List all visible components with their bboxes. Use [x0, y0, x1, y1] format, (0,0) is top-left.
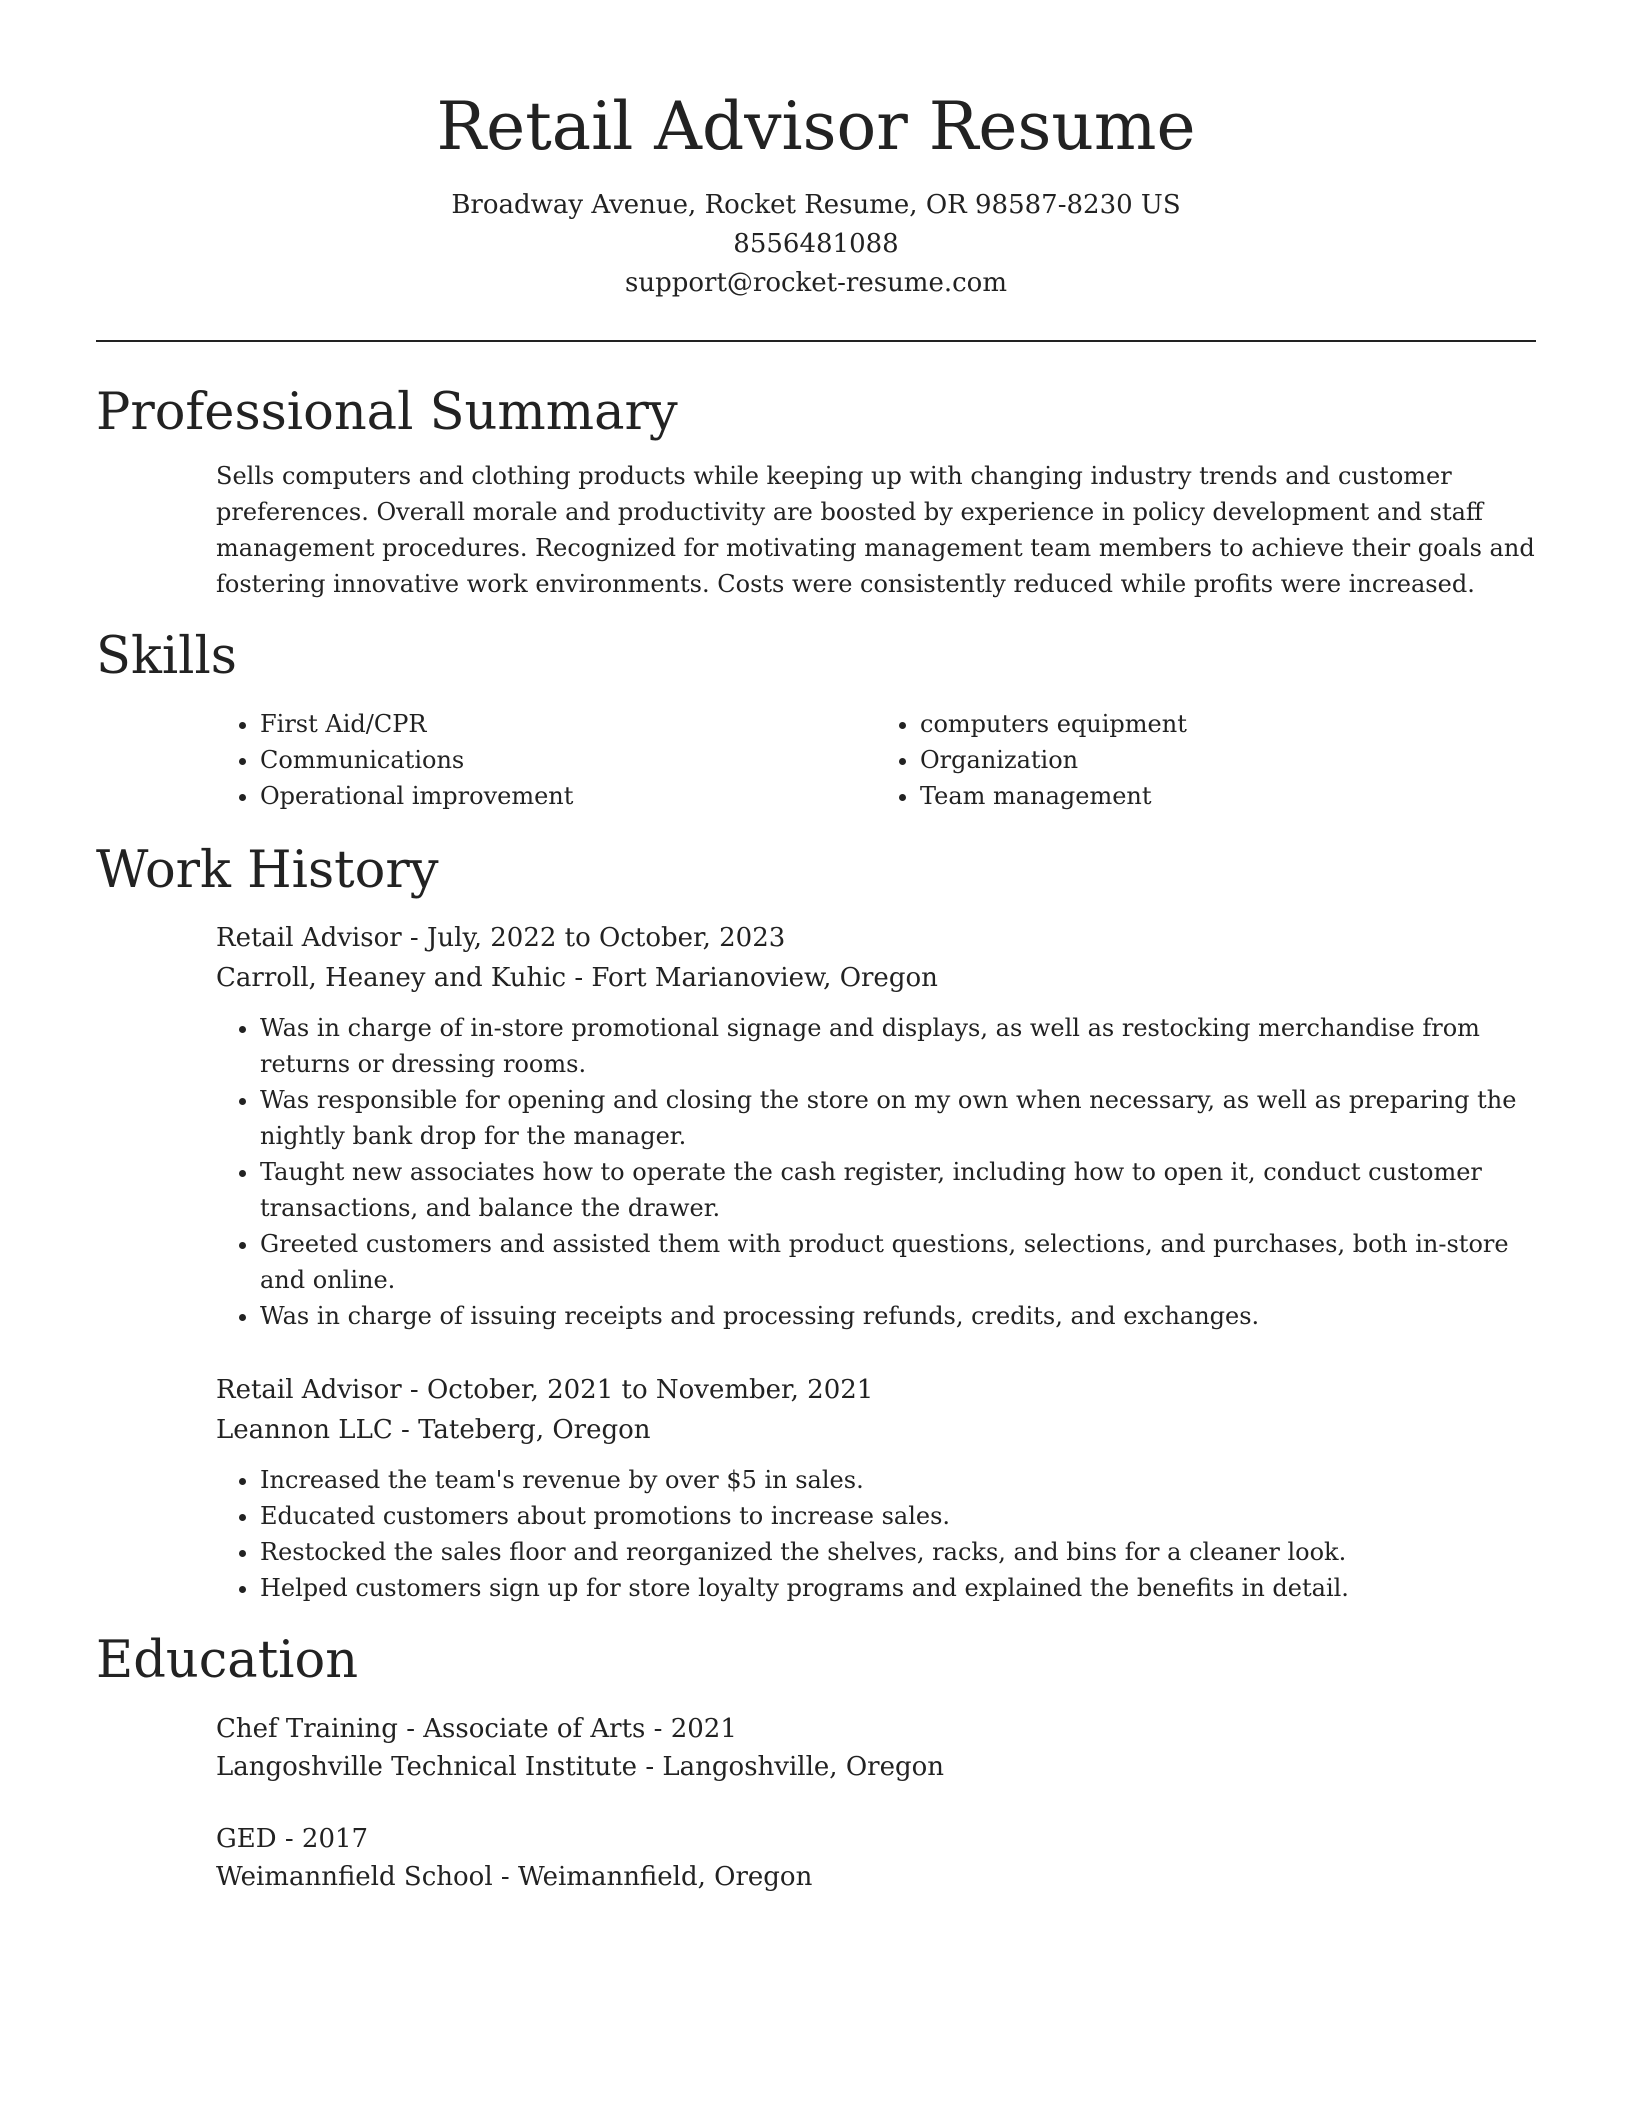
job-company-line: Leannon LLC - Tateberg, Oregon	[216, 1415, 651, 1445]
job-location: Fort Marianoview, Oregon	[591, 963, 938, 993]
skill-item: • First Aid/CPR	[260, 706, 876, 742]
education-location: Weimannfield, Oregon	[517, 1862, 813, 1892]
job-bullet: • Restocked the sales floor and reorganized the shelves, racks, and bins for a cleaner look.	[260, 1534, 1536, 1570]
skill-item: • computers equipment	[920, 706, 1536, 742]
job-bullet: • Helped customers sign up for store loyalty programs and explained the benefits in detail.	[260, 1570, 1536, 1606]
education-school: Langoshville Technical Institute	[216, 1752, 638, 1782]
job-title-line: Retail Advisor - October, 2021 to November, 2021	[216, 1375, 874, 1405]
job-bullet: • Educated customers about promotions to increase sales.	[260, 1498, 1536, 1534]
resume-content	[96, 380, 1536, 1896]
job-bullet: • Greeted customers and assisted them with product questions, selections, and purchases, both in-store and online.	[260, 1226, 1536, 1298]
skills-heading: Skills	[96, 627, 237, 686]
job-role: Retail Advisor	[216, 1375, 402, 1405]
resume-title: Retail Advisor Resume	[436, 88, 1196, 165]
job-dates: July, 2022 to October, 2023	[426, 923, 786, 953]
contact-phone: 8556481088	[733, 229, 899, 259]
contact-address: Broadway Avenue, Rocket Resume, OR 98587-8230 US	[451, 190, 1181, 220]
job-company-line: Carroll, Heaney and Kuhic - Fort Marianoview, Oregon	[216, 963, 938, 993]
skills-column-right	[876, 706, 1536, 814]
contact-info	[0, 186, 1632, 303]
job-bullet: • Increased the team's revenue by over $5 in sales.	[260, 1462, 1536, 1498]
job-entry	[216, 918, 1536, 1334]
job-bullet: • Taught new associates how to operate the cash register, including how to open it, conduct customer transactions, and balance the drawer.	[260, 1154, 1536, 1226]
education-entry	[216, 1820, 1536, 1896]
job-bullets	[216, 1462, 1536, 1606]
summary-heading: Professional Summary	[96, 383, 678, 442]
job-company: Carroll, Heaney and Kuhic	[216, 963, 567, 993]
skill-item: • Operational improvement	[260, 778, 876, 814]
skill-item: • Organization	[920, 742, 1536, 778]
education-location: Langoshville, Oregon	[662, 1752, 945, 1782]
job-dates: October, 2021 to November, 2021	[426, 1375, 874, 1405]
header-divider	[96, 340, 1536, 342]
contact-email: support@rocket-resume.com	[624, 268, 1007, 298]
job-bullet: • Was in charge of in-store promotional signage and displays, as well as restocking merchandise from returns or dressing rooms.	[260, 1010, 1536, 1082]
job-title-line: Retail Advisor - July, 2022 to October, 2023	[216, 923, 786, 953]
work-history-list	[216, 918, 1536, 1606]
job-bullets	[216, 1010, 1536, 1334]
work-history-heading: Work History	[96, 841, 439, 900]
job-entry	[216, 1370, 1536, 1606]
job-role: Retail Advisor	[216, 923, 402, 953]
education-heading: Education	[96, 1631, 359, 1690]
job-bullet: • Was responsible for opening and closing the store on my own when necessary, as well as preparing the nightly bank drop for the manager.	[260, 1082, 1536, 1154]
education-degree: GED - 2017	[216, 1824, 369, 1854]
skill-item: • Communications	[260, 742, 876, 778]
education-school: Weimannfield School	[216, 1862, 493, 1892]
job-location: Tateberg, Oregon	[418, 1415, 651, 1445]
education-school-line: Langoshville Technical Institute - Langoshville, Oregon	[216, 1752, 945, 1782]
skill-item: • Team management	[920, 778, 1536, 814]
summary-text: Sells computers and clothing products while keeping up with changing industry trends and customer preferences. Overall morale and productivity are boosted by experience in policy development and staff management procedures. Recognized for motivating management team members to achieve their goals and fostering innovative work environments. Costs were consistently reduced while profits were increased.	[216, 462, 1535, 598]
education-entry	[216, 1710, 1536, 1786]
job-company: Leannon LLC	[216, 1415, 393, 1445]
education-list	[216, 1710, 1536, 1896]
skills-column-left	[216, 706, 876, 814]
education-school-line: Weimannfield School - Weimannfield, Oregon	[216, 1862, 813, 1892]
resume-header	[0, 0, 1632, 303]
education-degree: Chef Training - Associate of Arts - 2021	[216, 1714, 737, 1744]
job-bullet: • Was in charge of issuing receipts and processing refunds, credits, and exchanges.	[260, 1298, 1536, 1334]
skills-list	[216, 706, 1536, 814]
